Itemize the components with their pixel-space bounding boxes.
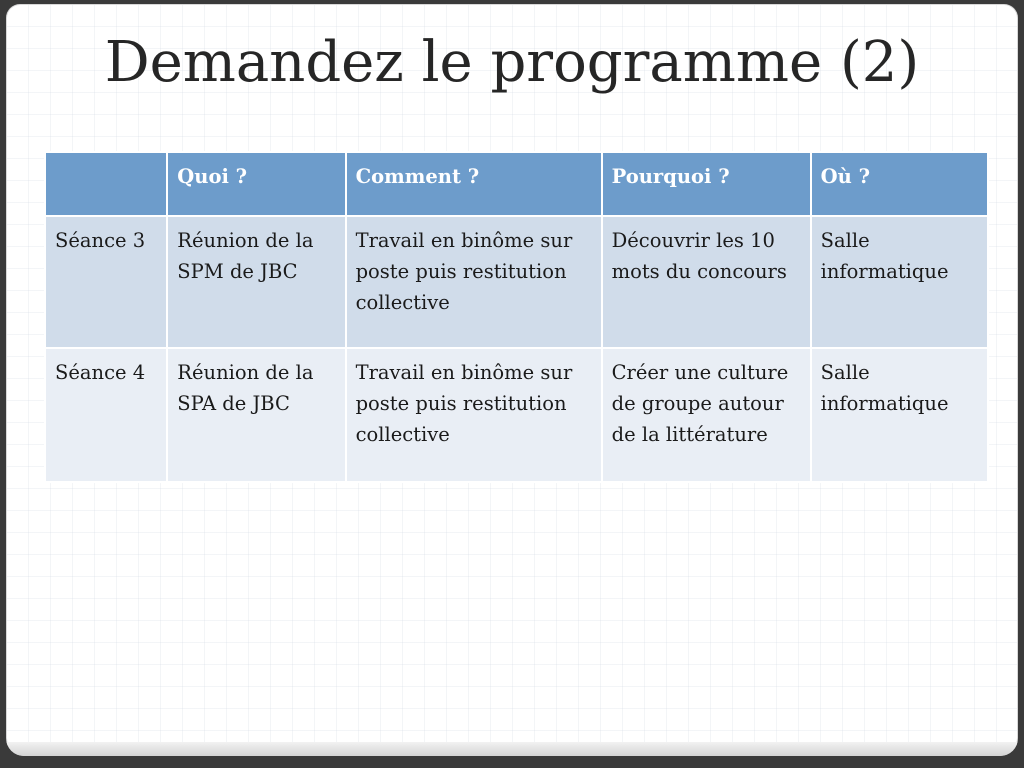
table-row (45, 216, 988, 348)
table-cell-quoi: Réunion de la SPM de JBC (167, 216, 345, 348)
header-cell-quoi: Quoi ? (167, 152, 345, 216)
header-cell-comment: Comment ? (346, 152, 602, 216)
table-cell-seance: Séance 4 (45, 348, 167, 482)
table-cell-comment: Travail en binôme sur poste puis restitution collective (346, 348, 602, 482)
slide (6, 4, 1018, 756)
header-cell-pourquoi: Pourquoi ? (602, 152, 811, 216)
table-cell-ou: Salle informatique (811, 216, 988, 348)
table-cell-pourquoi: Découvrir les 10 mots du concours (602, 216, 811, 348)
table-row (45, 348, 988, 482)
program-table (44, 151, 989, 483)
table-cell-comment: Travail en binôme sur poste puis restitution collective (346, 216, 602, 348)
table-cell-seance: Séance 3 (45, 216, 167, 348)
header-cell-empty (45, 152, 167, 216)
table-header-row (45, 152, 988, 216)
table-cell-quoi: Réunion de la SPA de JBC (167, 348, 345, 482)
table-cell-ou: Salle informatique (811, 348, 988, 482)
slide-bottom-edge (6, 742, 1018, 756)
table-cell-pourquoi: Créer une culture de groupe autour de la littérature (602, 348, 811, 482)
slide-title: Demandez le programme (2) (104, 30, 920, 95)
header-cell-ou: Où ? (811, 152, 988, 216)
